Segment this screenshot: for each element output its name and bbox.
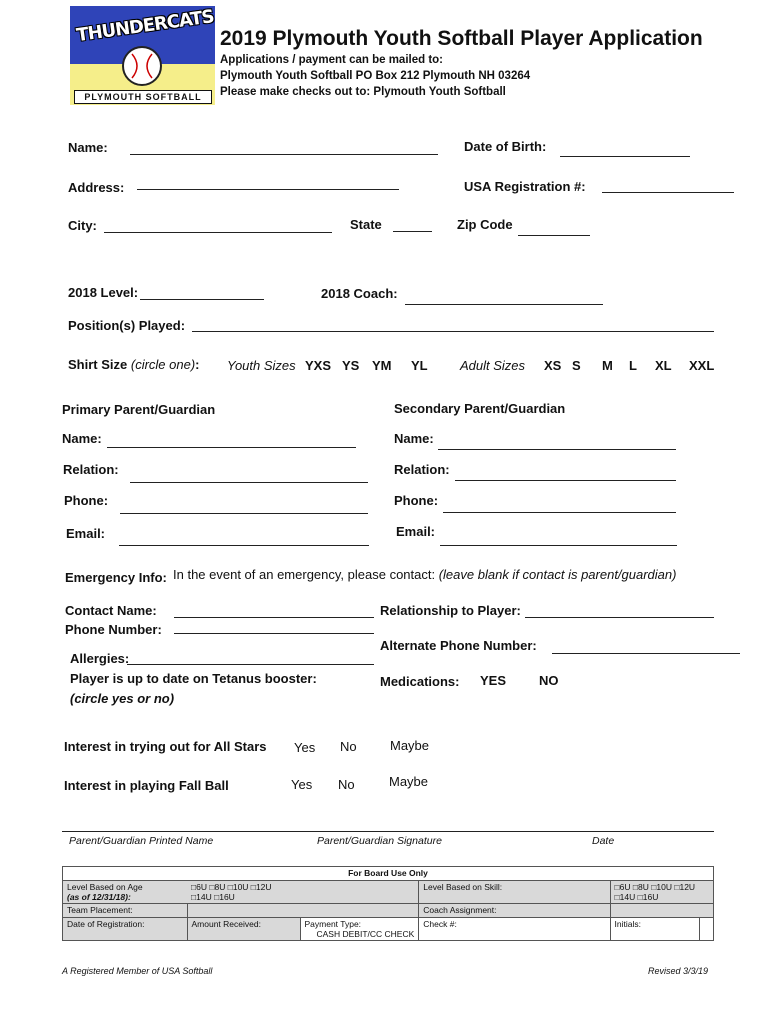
fallball-interest-label: Interest in playing Fall Ball <box>64 778 229 793</box>
thundercats-logo <box>70 6 215 105</box>
primary-phone-field[interactable] <box>120 513 368 514</box>
secondary-phone-field[interactable] <box>443 512 676 513</box>
contact-phone-label: Phone Number: <box>65 622 162 637</box>
check-number-label: Check #: <box>419 918 610 941</box>
registration-date-label: Date of Registration: <box>63 918 188 941</box>
relationship-label: Relationship to Player: <box>380 603 521 618</box>
fallball-no-option[interactable]: No <box>338 777 355 792</box>
shirt-option-ys[interactable]: YS <box>342 358 360 373</box>
state-label: State <box>350 217 382 232</box>
secondary-email-field[interactable] <box>440 545 677 546</box>
city-field[interactable] <box>104 232 332 233</box>
secondary-name-field[interactable] <box>438 449 676 450</box>
age-checkboxes-row2[interactable]: □14U □16U <box>191 892 235 902</box>
shirt-option-m[interactable]: M <box>602 358 613 373</box>
youth-sizes-label: Youth Sizes <box>227 358 296 373</box>
skill-checkboxes[interactable] <box>610 881 713 904</box>
emergency-text: In the event of an emergency, please contact: <box>173 567 436 582</box>
medications-label: Medications: <box>380 674 460 689</box>
footer-membership: A Registered Member of USA Softball <box>62 966 213 976</box>
address-field[interactable] <box>137 189 399 190</box>
allstars-yes-option[interactable]: Yes <box>294 740 316 755</box>
zip-field[interactable] <box>518 235 590 236</box>
logo-wordmark: THUNDERCATS <box>75 6 215 47</box>
coach-2018-field[interactable] <box>405 304 603 305</box>
amount-received-label: Amount Received: <box>187 918 300 941</box>
address-label: Address: <box>68 180 125 195</box>
secondary-relation-label: Relation: <box>394 462 450 477</box>
primary-email-label: Email: <box>66 526 106 541</box>
usa-registration-field[interactable] <box>602 192 734 193</box>
shirt-colon: : <box>195 357 200 372</box>
allstars-maybe-option[interactable]: Maybe <box>390 738 430 753</box>
team-placement-field[interactable] <box>187 904 419 918</box>
primary-relation-field[interactable] <box>130 482 368 483</box>
emergency-info-label: Emergency Info: <box>65 570 167 585</box>
coach-2018-label: 2018 Coach: <box>321 286 398 301</box>
skill-checkboxes-row1[interactable]: □6U □8U □10U □12U <box>614 882 696 892</box>
shirt-option-yxs[interactable]: YXS <box>305 358 332 373</box>
dob-field[interactable] <box>560 156 690 157</box>
dob-label: Date of Birth: <box>464 139 547 154</box>
alt-phone-label: Alternate Phone Number: <box>380 638 537 653</box>
level-age-text: Level Based on Age <box>67 882 143 892</box>
primary-parent-heading: Primary Parent/Guardian <box>62 402 216 417</box>
usa-registration-label: USA Registration #: <box>464 179 586 194</box>
emergency-instructions <box>173 567 676 582</box>
initials-field[interactable] <box>699 918 713 941</box>
fallball-yes-option[interactable]: Yes <box>291 777 313 792</box>
secondary-parent-heading: Secondary Parent/Guardian <box>394 401 566 416</box>
as-of-date-text: (as of 12/31/18): <box>67 892 131 902</box>
shirt-option-xs[interactable]: XS <box>544 358 562 373</box>
shirt-option-xxl[interactable]: XXL <box>689 358 715 373</box>
shirt-circle-note: (circle one) <box>130 357 196 372</box>
age-checkboxes[interactable] <box>187 881 419 904</box>
shirt-option-xl[interactable]: XL <box>655 358 672 373</box>
initials-label: Initials: <box>610 918 699 941</box>
name-field[interactable] <box>130 154 438 155</box>
date-caption: Date <box>592 835 615 847</box>
tetanus-label: Player is up to date on Tetanus booster: <box>70 671 317 686</box>
check-instructions: Please make checks out to: Plymouth Youth Softball <box>220 86 506 98</box>
state-field[interactable] <box>393 231 432 232</box>
allergies-label: Allergies: <box>70 651 130 666</box>
allstars-interest-label: Interest in trying out for All Stars <box>64 739 267 754</box>
primary-relation-label: Relation: <box>63 462 119 477</box>
contact-name-field[interactable] <box>174 617 374 618</box>
board-use-table <box>62 866 714 941</box>
age-checkboxes-row1[interactable]: □6U □8U □10U □12U <box>191 882 272 892</box>
level-age-label <box>63 881 188 904</box>
payment-type-cell <box>300 918 419 941</box>
footer-revised: Revised 3/3/19 <box>648 966 709 976</box>
level-2018-field[interactable] <box>140 299 264 300</box>
emergency-note: (leave blank if contact is parent/guardian) <box>438 567 677 582</box>
printed-name-caption: Parent/Guardian Printed Name <box>69 835 214 847</box>
contact-name-label: Contact Name: <box>65 603 157 618</box>
city-label: City: <box>68 218 97 233</box>
mailing-address: Plymouth Youth Softball PO Box 212 Plymouth NH 03264 <box>220 70 531 82</box>
level-2018-label: 2018 Level: <box>68 285 139 300</box>
level-skill-label: Level Based on Skill: <box>419 881 610 904</box>
secondary-name-label: Name: <box>394 431 434 446</box>
signature-caption: Parent/Guardian Signature <box>317 835 442 847</box>
primary-name-field[interactable] <box>107 447 356 448</box>
relationship-field[interactable] <box>525 617 714 618</box>
circle-yes-no-note: (circle yes or no) <box>70 691 175 706</box>
shirt-size-label <box>68 357 200 372</box>
shirt-option-s[interactable]: S <box>572 358 581 373</box>
primary-email-field[interactable] <box>119 545 369 546</box>
payment-type-label: Payment Type: <box>304 919 362 929</box>
alt-phone-field[interactable] <box>552 653 740 654</box>
positions-field[interactable] <box>192 331 714 332</box>
signature-line[interactable] <box>62 831 714 832</box>
payment-options[interactable]: CASH DEBIT/CC CHECK <box>316 929 415 939</box>
fallball-maybe-option[interactable]: Maybe <box>389 774 429 789</box>
secondary-relation-field[interactable] <box>455 480 676 481</box>
coach-assignment-label: Coach Assignment: <box>419 904 610 918</box>
shirt-size-text: Shirt Size <box>68 357 128 372</box>
allergies-field[interactable] <box>127 664 374 665</box>
mail-instructions: Applications / payment can be mailed to: <box>220 54 444 66</box>
coach-assignment-field[interactable] <box>610 904 713 918</box>
tetanus-no-option[interactable]: NO <box>539 673 559 688</box>
name-label: Name: <box>68 140 108 155</box>
board-use-heading: For Board Use Only <box>63 867 714 881</box>
softball-mascot-icon <box>122 46 162 86</box>
shirt-option-yl[interactable]: YL <box>411 358 428 373</box>
tetanus-yes-option[interactable]: YES <box>480 673 507 688</box>
skill-checkboxes-row2[interactable]: □14U □16U <box>614 892 659 902</box>
team-placement-label: Team Placement: <box>63 904 188 918</box>
primary-phone-label: Phone: <box>64 493 109 508</box>
secondary-email-label: Email: <box>396 524 436 539</box>
allstars-no-option[interactable]: No <box>340 739 357 754</box>
secondary-phone-label: Phone: <box>394 493 439 508</box>
adult-sizes-label: Adult Sizes <box>460 358 526 373</box>
contact-phone-field[interactable] <box>174 633 374 634</box>
positions-label: Position(s) Played: <box>68 318 186 333</box>
page-title: 2019 Plymouth Youth Softball Player Application <box>220 27 703 50</box>
shirt-option-l[interactable]: L <box>629 358 637 373</box>
shirt-option-ym[interactable]: YM <box>372 358 392 373</box>
logo-band: PLYMOUTH SOFTBALL <box>74 90 212 104</box>
zip-label: Zip Code <box>457 217 513 232</box>
primary-name-label: Name: <box>62 431 102 446</box>
